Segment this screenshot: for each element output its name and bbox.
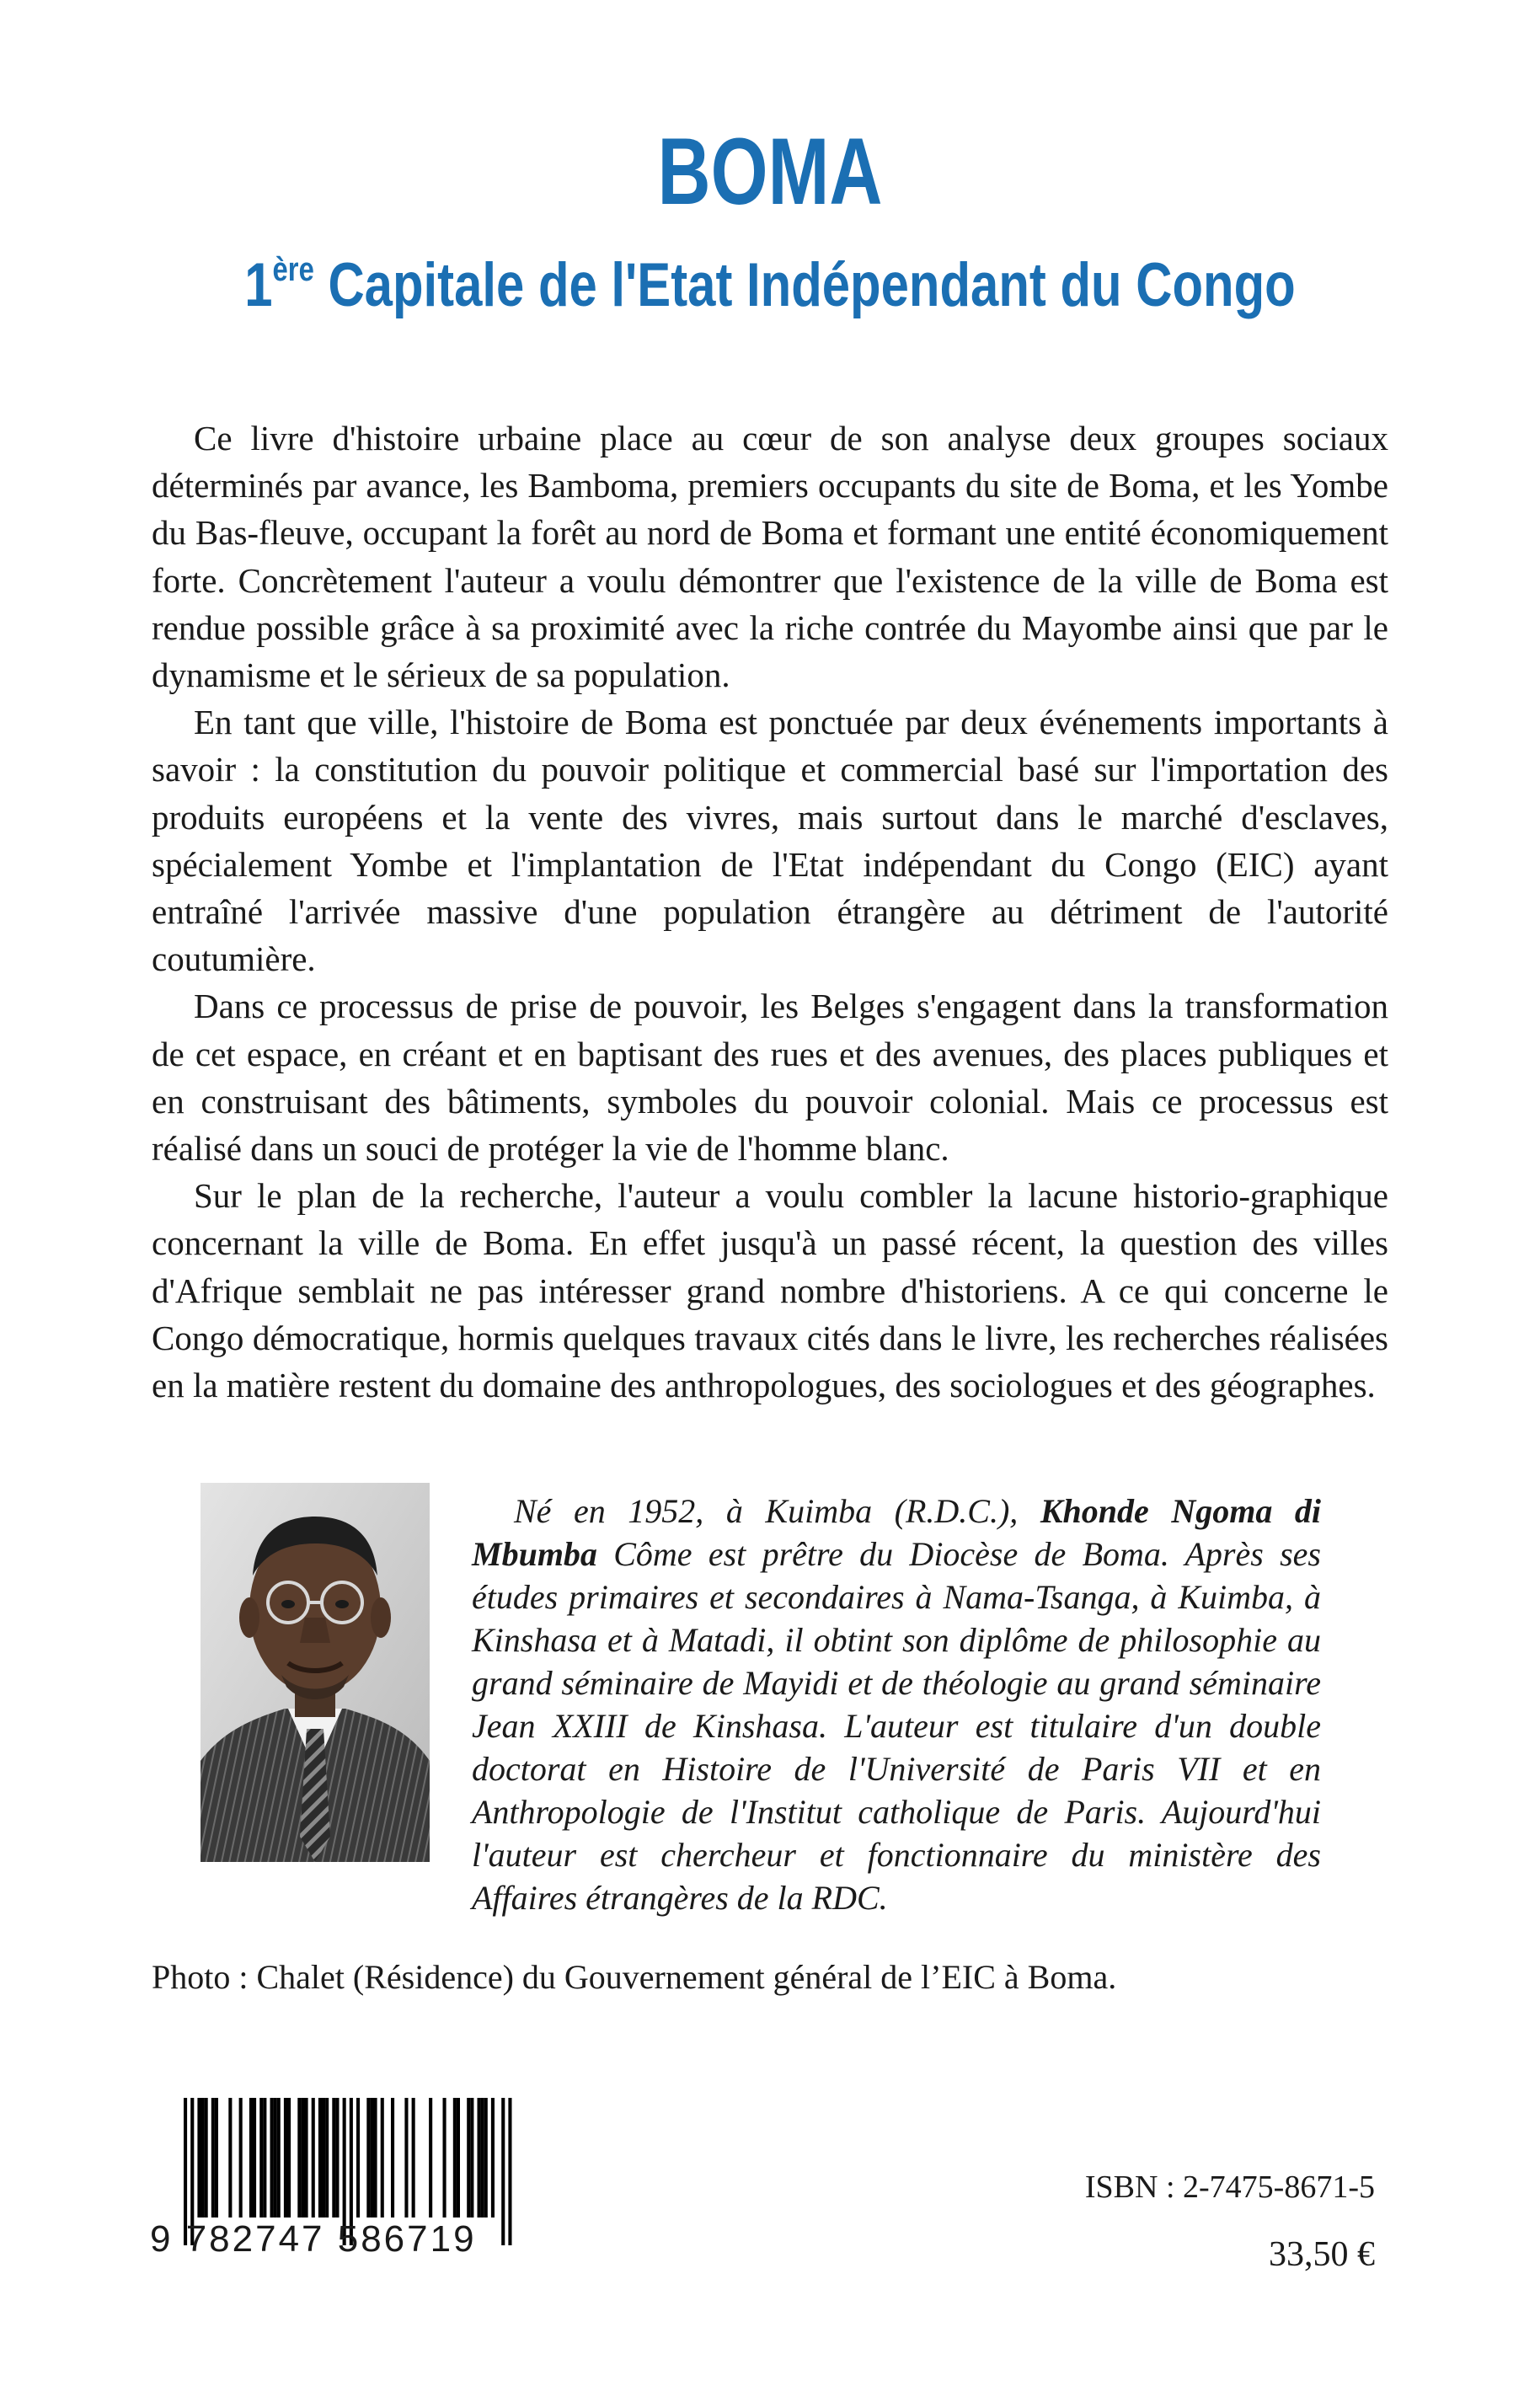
barcode-bar: [318, 2098, 322, 2217]
barcode-bar: [263, 2098, 266, 2217]
barcode-bar: [305, 2098, 308, 2217]
barcode-bar: [370, 2098, 373, 2217]
book-subtitle: [139, 251, 1402, 319]
barcode-bar: [322, 2098, 325, 2217]
isbn: ISBN : 2-7475-8671-5: [1084, 2169, 1375, 2205]
barcode-bar: [335, 2098, 339, 2217]
price: 33,50 €: [1269, 2235, 1375, 2274]
barcode-bar: [274, 2098, 277, 2217]
author-portrait: [201, 1483, 430, 1862]
barcode-bar: [211, 2098, 215, 2217]
barcode-bar: [467, 2098, 470, 2217]
barcode-bar: [287, 2098, 291, 2217]
barcode-bar: [366, 2098, 370, 2217]
barcode-bar: [381, 2098, 384, 2217]
barcode-bar: [481, 2098, 484, 2217]
barcode-bar: [197, 2098, 201, 2217]
barcode-bar: [404, 2098, 408, 2217]
barcode-bar: [201, 2098, 205, 2217]
barcode-bar: [270, 2098, 274, 2217]
barcode-bar: [312, 2098, 315, 2217]
blurb-paragraph: Dans ce processus de prise de pouvoir, les Belges s'engagent dans la transformation de cet espace, en créant et en baptisant des rues et des avenues, des places publiques et en construisant des bâtiments, symboles du pouvoir colonial. Mais ce processus est réalisé dans un souci de protéger la vie de l'homme blanc.: [152, 987, 1388, 1169]
barcode-bar: [484, 2098, 488, 2217]
barcode-bar: [259, 2098, 263, 2217]
barcode-bar: [325, 2098, 329, 2217]
barcode-bar: [249, 2098, 253, 2217]
barcode-digits: 9 782747 586719: [150, 2218, 477, 2260]
blurb: [152, 415, 1388, 1409]
barcode-bar: [332, 2098, 335, 2217]
barcode-bar: [228, 2098, 232, 2217]
barcode-bar: [478, 2098, 481, 2217]
barcode-bar: [429, 2098, 432, 2217]
barcode-bar: [374, 2098, 377, 2217]
barcode-bar: [284, 2098, 287, 2217]
barcode-bar: [491, 2098, 495, 2217]
book-title: BOMA: [657, 119, 883, 224]
blurb-paragraph: Ce livre d'histoire urbaine place au cœur de son analyse deux groupes sociaux déterminés par avance, les Bamboma, premiers occupants du site de Boma, et les Yombe du Bas-fleuve, occupant la forêt au nord de Boma et formant une entité économiquement forte. Concrètement l'auteur a voulu démontrer que l'existence de la ville de Boma est rendue possible grâce à sa proximité avec la riche contrée du Mayombe ainsi que par le dynamisme et le sérieux de sa population.: [152, 419, 1388, 695]
subtitle-ordinal-suffix: ère: [272, 251, 314, 288]
author-name: Khonde Ngoma di Mbumba: [472, 1492, 1321, 1573]
barcode-bar: [457, 2098, 460, 2217]
barcode-bar: [453, 2098, 457, 2217]
barcode-bar: [470, 2098, 473, 2217]
barcode-bar: [356, 2098, 360, 2217]
author-bio: [472, 1490, 1321, 1919]
barcode-bar: [215, 2098, 218, 2217]
barcode-bar: [301, 2098, 304, 2217]
barcode-bar: [412, 2098, 415, 2217]
photo-credit: Photo : Chalet (Résidence) du Gouvernement général de l’EIC à Boma.: [152, 1958, 1117, 1996]
bio-intro: Né en 1952, à Kuimba (R.D.C.),: [514, 1492, 1040, 1530]
barcode-bar: [297, 2098, 301, 2217]
barcode-bar: [205, 2098, 208, 2217]
barcode-bar: [277, 2098, 281, 2217]
barcode: [150, 2098, 563, 2292]
subtitle-ordinal: 1: [244, 251, 273, 319]
barcode-bar: [391, 2098, 394, 2217]
barcode-bar: [443, 2098, 446, 2217]
barcode-bar: [239, 2098, 243, 2217]
subtitle-text: Capitale de l'Etat Indépendant du Congo: [313, 251, 1296, 319]
barcode-bar: [253, 2098, 256, 2217]
bio-text: Côme est prêtre du Diocèse de Boma. Après ses études primaires et secondaires à Nama-Tsanga, à Kuimba, à Kinshasa et à Matadi, il obtint son diplôme de philosophie au grand séminaire de Mayidi et de théologie au grand séminaire Jean XXIII de Kinshasa. L'auteur est titulaire d'un double doctorat en Histoire de l'Université de Paris VII et en Anthropologie de l'Institut catholique de Paris. Aujourd'hui l'auteur est chercheur et fonctionnaire du ministère des Affaires étrangères de la RDC.: [472, 1535, 1321, 1917]
blurb-paragraph: En tant que ville, l'histoire de Boma est ponctuée par deux événements importants à savoir : la constitution du pouvoir politique et commercial basé sur l'importation des produits européens et la vente des vivres, mais surtout dans le marché d'esclaves, spécialement Yombe et l'implantation de l'Etat indépendant du Congo (EIC) ayant entraîné l'arrivée massive d'une population étrangère au détriment de l'autorité coutumière.: [152, 703, 1388, 979]
blurb-paragraph: Sur le plan de la recherche, l'auteur a voulu combler la lacune historio-graphique concernant la ville de Boma. En effet jusqu'à un passé récent, la question des villes d'Afrique semblait ne pas intéresser grand nombre d'historiens. A ce qui concerne le Congo démocratique, hormis quelques travaux cités dans le livre, les recherches réalisées en la matière restent du domaine des anthropologues, des sociologues et des géographes.: [152, 1176, 1388, 1405]
